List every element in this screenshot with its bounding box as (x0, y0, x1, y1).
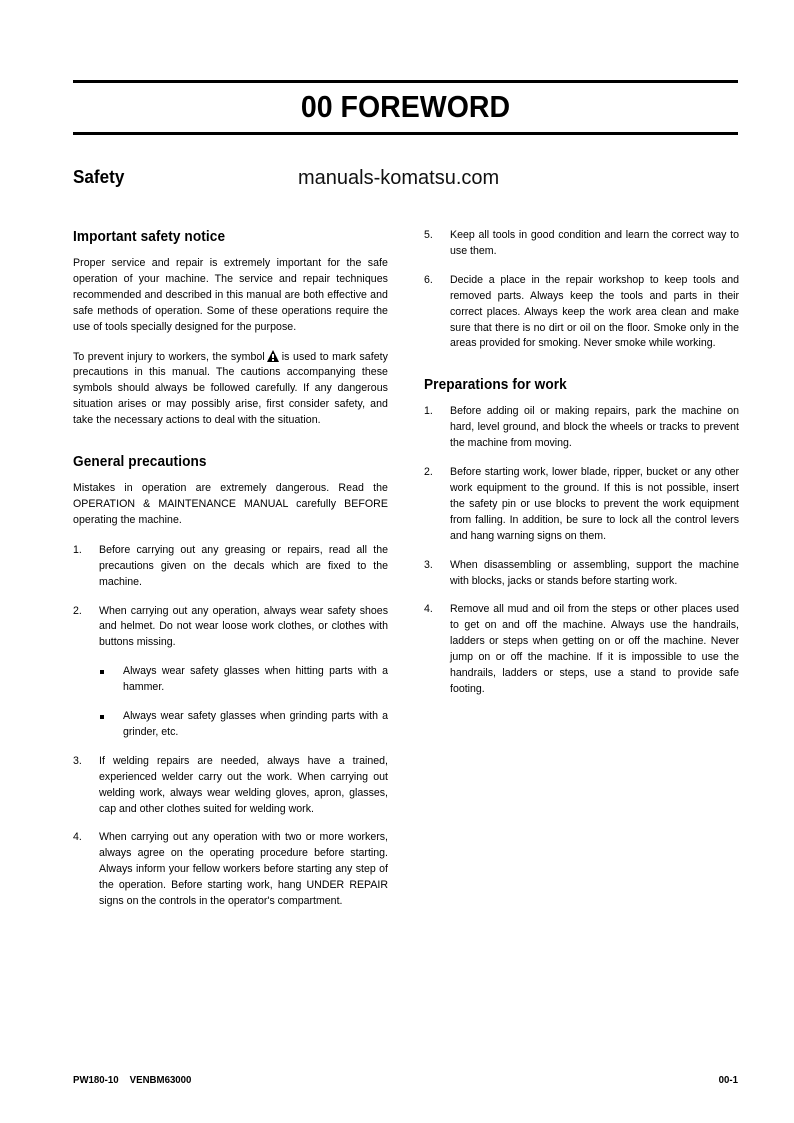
list-item-number: 5. (424, 229, 433, 241)
header-rule-bottom (73, 132, 738, 135)
left-numbered-list (73, 543, 388, 910)
list-item-text: Remove all mud and oil from the steps or other places used to get on and off the machine. Always use the handrails, ladders or steps when getting on or off the machine. Never jump on or off the machine. If it is impossible to use the handrails, ladders or steps, use a stand to provide safe footing. (450, 603, 739, 695)
paragraph-prevent-injury-part2: is used to mark safety precautions in this manual. The cautions accompanying these symbols should always be followed carefully. If any dangerous situation arises or may possibly arise, first consider safety, and take the necessary actions to deal with the situation. (73, 350, 388, 427)
footer-doc-code: VENBM63000 (129, 1074, 192, 1086)
list-item-text: Keep all tools in good condition and learn the correct way to use them. (450, 229, 739, 257)
list-item (73, 754, 388, 818)
list-item-text: Before starting work, lower blade, ripper, bucket or any other work equipment to the ground. If this is not possible, insert the safety pin or use blocks to prevent the work equipment from falling. In addition, be sure to lock all the control levers and hang warning signs on them. (450, 466, 739, 542)
page-title: 00 FOREWORD (300, 89, 511, 124)
list-item (424, 558, 739, 590)
page-header (73, 80, 738, 135)
list-item-number: 2. (424, 466, 433, 479)
list-item-text: If welding repairs are needed, always have a trained, experienced welder carry out the work. When carrying out welding work, always wear welding gloves, apron, glasses, cap and other clothes suited for welding work. (99, 754, 388, 815)
list-item (73, 830, 388, 910)
list-item-text: When carrying out any operation, always wear safety shoes and helmet. Do not wear loose work clothes, or clothes with buttons missing. (99, 604, 388, 649)
bullet-square-icon (100, 715, 104, 719)
list-item (424, 404, 739, 452)
footer-page-number: 00-1 (718, 1074, 738, 1086)
paragraph-mistakes-operation: Mistakes in operation are extremely dangerous. Read the OPERATION & MAINTENANCE MANUAL carefully BEFORE operating the machine. (73, 482, 388, 526)
list-item-number: 2. (73, 604, 82, 617)
list-item-text: When disassembling or assembling, support the machine with blocks, jacks or stands before starting work. (450, 558, 739, 587)
list-item-number: 3. (73, 754, 82, 767)
list-item (73, 543, 388, 591)
paragraph-proper-service: Proper service and repair is extremely important for the safe operation of your machine. The service and repair techniques recommended and described in this manual are both effective and safe methods of operation. Some of these operations require the use of tools specially designed for the purpose. (73, 257, 388, 333)
list-item (99, 709, 388, 741)
list-item (73, 604, 388, 741)
heading-preparations-for-work: Preparations for work (424, 377, 567, 394)
list-item (424, 465, 739, 545)
list-item (99, 664, 388, 696)
list-item-text: Always wear safety glasses when grinding parts with a grinder, etc. (123, 710, 388, 738)
right-numbered-list (424, 404, 739, 698)
list-item-number: 1. (424, 405, 433, 418)
list-item (424, 228, 739, 260)
right-continued-list (424, 228, 739, 352)
heading-general-precautions: General precautions (73, 454, 207, 471)
paragraph-prevent-injury-part1: To prevent injury to workers, the symbol (73, 350, 265, 363)
list-item-text: When carrying out any operation with two or more workers, always agree on the operating procedure before starting. Always inform your fellow workers before starting any step of the operation. Before starting work, hang UNDER REPAIR signs on the controls in the operator's compartment. (99, 831, 388, 908)
list-item-text: Always wear safety glasses when hitting parts with a hammer. (123, 665, 388, 694)
footer-left-group (73, 1072, 191, 1088)
section-title-row (73, 165, 738, 195)
warning-triangle-icon (267, 350, 280, 362)
heading-important-safety-notice: Important safety notice (73, 229, 226, 245)
list-item (424, 273, 739, 353)
list-item (424, 602, 739, 697)
list-item-text: Decide a place in the repair workshop to keep tools and removed parts. Always keep the tools and parts in their correct places. Always keep the work area clean and make sure that there is no dirt or oil on the floor. Smoke only in the areas provided for smoking. Never smoke while working. (450, 273, 739, 350)
bullet-square-icon (100, 670, 104, 674)
list-item-text: Before adding oil or making repairs, park the machine on hard, level ground, and block the wheels or tracks to prevent the machine from moving. (450, 405, 739, 450)
list-item-text: Before carrying out any greasing or repairs, read all the precautions given on the decals which are fixed to the machine. (99, 543, 388, 588)
list-item-number: 6. (424, 273, 433, 286)
list-item-number: 4. (73, 831, 82, 844)
list-item-number: 4. (424, 603, 433, 616)
watermark-text: manuals-komatsu.com (298, 167, 500, 189)
section-heading-safety: Safety (73, 167, 125, 187)
footer-model: PW180-10 (73, 1074, 119, 1086)
sub-bullet-list (99, 664, 388, 741)
right-column (424, 228, 739, 698)
left-column (73, 228, 388, 910)
page-footer (73, 1072, 738, 1088)
list-item-number: 1. (73, 543, 82, 556)
list-item-number: 3. (424, 558, 433, 571)
paragraph-prevent-injury (73, 350, 388, 430)
